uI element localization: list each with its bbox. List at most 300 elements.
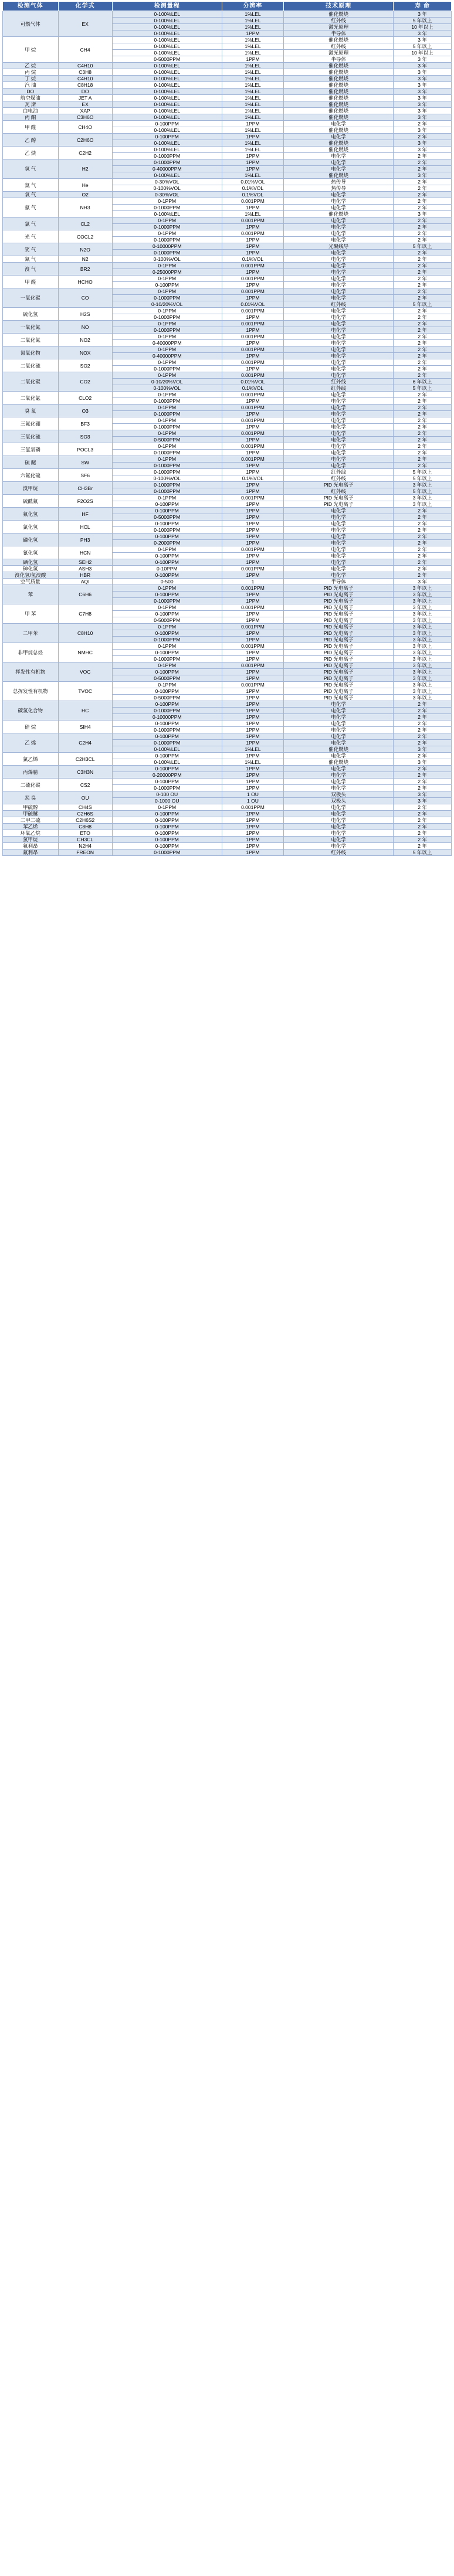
cell-detection-range: 0-5000PPM: [112, 514, 222, 521]
cell-technology: 红外线: [284, 849, 394, 856]
cell-detection-range: 0-1000PPM: [112, 295, 222, 301]
cell-technology: 电化学: [284, 192, 394, 198]
cell-technology: 光聚线导: [284, 243, 394, 250]
cell-detection-range: 0-1000PPM: [112, 424, 222, 430]
cell-chemical-formula: CL2: [58, 218, 112, 230]
table-row: [3, 243, 452, 250]
cell-technology: 电化学: [284, 785, 394, 791]
cell-life: 3 年: [394, 89, 452, 95]
cell-gas-name: 甲硫醇: [3, 804, 59, 811]
cell-chemical-formula: C3H6O: [58, 114, 112, 121]
column-header-gas: 检测气体: [3, 2, 59, 11]
cell-resolution: 0.001PPM: [222, 263, 284, 269]
cell-chemical-formula: O2: [58, 192, 112, 198]
table-row: [3, 392, 452, 398]
cell-technology: PID 光电离子: [284, 637, 394, 643]
cell-detection-range: 0-100%LEL: [112, 18, 222, 24]
cell-technology: 催化燃烧: [284, 89, 394, 95]
cell-technology: 电化学: [284, 766, 394, 772]
cell-detection-range: 0-1000PPM: [112, 469, 222, 475]
cell-technology: 电化学: [284, 263, 394, 269]
cell-chemical-formula: HCHO: [58, 276, 112, 288]
cell-resolution: 1PPM: [222, 837, 284, 843]
cell-chemical-formula: N2H4: [58, 843, 112, 849]
cell-gas-name: 瓦 斯: [3, 101, 59, 108]
table-row: [3, 263, 452, 269]
cell-technology: 电化学: [284, 392, 394, 398]
cell-technology: 电化学: [284, 205, 394, 211]
cell-detection-range: 0-1000PPM: [112, 153, 222, 159]
cell-technology: 电化学: [284, 134, 394, 140]
cell-technology: PID 光电离子: [284, 650, 394, 656]
cell-resolution: 1PPM: [222, 708, 284, 714]
cell-life: 10 年以上: [394, 24, 452, 30]
cell-resolution: 1PPM: [222, 521, 284, 527]
cell-detection-range: 0-1PPM: [112, 321, 222, 327]
cell-resolution: 1PPM: [222, 314, 284, 321]
cell-life: 2 年: [394, 185, 452, 192]
cell-detection-range: 0-100PPM: [112, 843, 222, 849]
cell-chemical-formula: C3H3N: [58, 766, 112, 779]
cell-life: 3 年以上: [394, 656, 452, 662]
cell-resolution: 0.001PPM: [222, 417, 284, 424]
cell-life: 2 年: [394, 269, 452, 276]
cell-life: 2 年: [394, 250, 452, 256]
cell-gas-name: 空气质量: [3, 579, 59, 585]
cell-gas-name: 氟化氢: [3, 508, 59, 521]
cell-technology: 电化学: [284, 359, 394, 366]
cell-detection-range: 0-100%LEL: [112, 147, 222, 153]
cell-technology: 电化学: [284, 740, 394, 746]
cell-resolution: 1PPM: [222, 327, 284, 334]
cell-gas-name: 硫酰氟: [3, 495, 59, 508]
cell-chemical-formula: DO: [58, 89, 112, 95]
cell-life: 2 年: [394, 359, 452, 366]
cell-resolution: 1%LEL: [222, 24, 284, 30]
cell-life: 3 年以上: [394, 688, 452, 695]
cell-life: 2 年: [394, 740, 452, 746]
cell-gas-name: 臭 氧: [3, 405, 59, 417]
cell-gas-name: 非甲烷总烃: [3, 643, 59, 662]
cell-detection-range: 0-1PPM: [112, 546, 222, 553]
cell-life: 3 年: [394, 172, 452, 179]
cell-chemical-formula: XAP: [58, 108, 112, 114]
cell-gas-name: 砷化氢: [3, 566, 59, 572]
cell-detection-range: 0-100%LEL: [112, 101, 222, 108]
cell-chemical-formula: VOC: [58, 662, 112, 682]
cell-resolution: 1%LEL: [222, 11, 284, 18]
table-row: [3, 791, 452, 798]
cell-gas-name: 苯乙烯: [3, 824, 59, 830]
column-header-life: 寿 命: [394, 2, 452, 11]
cell-resolution: 1%LEL: [222, 18, 284, 24]
cell-detection-range: 0-100PPM: [112, 824, 222, 830]
cell-resolution: 1%LEL: [222, 147, 284, 153]
cell-life: 2 年: [394, 353, 452, 359]
cell-detection-range: 0-100%LEL: [112, 30, 222, 37]
cell-detection-range: 0-1PPM: [112, 604, 222, 611]
cell-resolution: 1PPM: [222, 701, 284, 708]
cell-technology: 催化燃烧: [284, 37, 394, 43]
table-row: [3, 288, 452, 295]
cell-detection-range: 0-100%LEL: [112, 76, 222, 82]
table-row: [3, 76, 452, 82]
cell-life: 5 年以上: [394, 475, 452, 482]
cell-technology: PID 光电离子: [284, 662, 394, 669]
table-row: [3, 256, 452, 263]
cell-resolution: 1PPM: [222, 295, 284, 301]
cell-detection-range: 0-100%LEL: [112, 11, 222, 18]
cell-life: 3 年: [394, 791, 452, 798]
cell-life: 2 年: [394, 727, 452, 733]
cell-detection-range: 0-1000PPM: [112, 250, 222, 256]
cell-gas-name: 氟利昂: [3, 849, 59, 856]
cell-gas-name: 氯甲烷: [3, 837, 59, 843]
cell-chemical-formula: CS2: [58, 779, 112, 791]
cell-life: 2 年: [394, 721, 452, 727]
cell-life: 3 年以上: [394, 637, 452, 643]
cell-detection-range: 0-1PPM: [112, 804, 222, 811]
cell-detection-range: 0-1000PPM: [112, 488, 222, 495]
cell-resolution: 1PPM: [222, 824, 284, 830]
cell-resolution: 1PPM: [222, 224, 284, 230]
cell-technology: 电化学: [284, 340, 394, 346]
cell-life: 3 年以上: [394, 669, 452, 675]
cell-technology: 电化学: [284, 837, 394, 843]
cell-resolution: 0.001PPM: [222, 308, 284, 314]
table-row: [3, 559, 452, 566]
cell-chemical-formula: C2H6S2: [58, 817, 112, 824]
cell-technology: PID 光电离子: [284, 501, 394, 508]
cell-detection-range: 0-10000PPM: [112, 243, 222, 250]
cell-resolution: 1PPM: [222, 353, 284, 359]
cell-resolution: 1PPM: [222, 527, 284, 533]
cell-life: 2 年: [394, 230, 452, 237]
cell-gas-name: 二氧化氮: [3, 334, 59, 346]
cell-gas-name: 丙 酮: [3, 114, 59, 121]
cell-technology: 电化学: [284, 224, 394, 230]
table-body: [3, 11, 452, 856]
cell-resolution: 1PPM: [222, 572, 284, 579]
cell-technology: 电化学: [284, 450, 394, 456]
cell-detection-range: 0-1PPM: [112, 643, 222, 650]
cell-resolution: 1PPM: [222, 779, 284, 785]
cell-detection-range: 0-100%VOL: [112, 185, 222, 192]
cell-technology: 电化学: [284, 218, 394, 224]
cell-life: 2 年: [394, 733, 452, 740]
cell-chemical-formula: SO2: [58, 359, 112, 372]
cell-life: 2 年: [394, 843, 452, 849]
cell-resolution: 1PPM: [222, 282, 284, 288]
cell-gas-name: 三氧化硫: [3, 430, 59, 443]
cell-life: 3 年以上: [394, 650, 452, 656]
cell-chemical-formula: CO: [58, 288, 112, 308]
cell-detection-range: 0-1PPM: [112, 230, 222, 237]
cell-technology: 电化学: [284, 540, 394, 546]
cell-life: 2 年: [394, 179, 452, 185]
cell-life: 3 年: [394, 798, 452, 804]
cell-life: 2 年: [394, 830, 452, 837]
cell-life: 2 年: [394, 766, 452, 772]
cell-technology: 电化学: [284, 372, 394, 379]
cell-technology: 电化学: [284, 237, 394, 243]
cell-life: 2 年: [394, 256, 452, 263]
cell-detection-range: 0-100%LEL: [112, 759, 222, 766]
cell-detection-range: 0-40000PPM: [112, 353, 222, 359]
cell-life: 3 年: [394, 759, 452, 766]
cell-chemical-formula: CH3CL: [58, 837, 112, 843]
cell-life: 2 年: [394, 411, 452, 417]
table-row: [3, 308, 452, 314]
cell-resolution: 1%LEL: [222, 43, 284, 50]
cell-resolution: 1PPM: [222, 243, 284, 250]
cell-detection-range: 0-1000PPM: [112, 366, 222, 372]
cell-technology: 电化学: [284, 353, 394, 359]
cell-life: 2 年: [394, 785, 452, 791]
cell-life: 2 年: [394, 443, 452, 450]
cell-life: 2 年: [394, 566, 452, 572]
cell-technology: 电化学: [284, 366, 394, 372]
cell-gas-name: 氦 气: [3, 179, 59, 192]
cell-resolution: 0.001PPM: [222, 230, 284, 237]
cell-technology: 电化学: [284, 824, 394, 830]
cell-life: 3 年以上: [394, 501, 452, 508]
cell-resolution: 1PPM: [222, 237, 284, 243]
cell-life: 2 年: [394, 463, 452, 469]
cell-life: 2 年: [394, 405, 452, 411]
cell-life: 3 年: [394, 37, 452, 43]
cell-resolution: 0.001PPM: [222, 392, 284, 398]
cell-detection-range: 0-40000PPM: [112, 166, 222, 172]
cell-detection-range: 0-100%VOL: [112, 475, 222, 482]
cell-resolution: 1PPM: [222, 811, 284, 817]
cell-life: 2 年: [394, 772, 452, 779]
cell-technology: 电化学: [284, 443, 394, 450]
cell-life: 2 年: [394, 430, 452, 437]
cell-gas-name: 总挥发性有机物: [3, 682, 59, 701]
cell-resolution: 1PPM: [222, 166, 284, 172]
cell-detection-range: 0-100PPM: [112, 592, 222, 598]
cell-life: 2 年: [394, 192, 452, 198]
cell-life: 5 年以上: [394, 301, 452, 308]
cell-detection-range: 0-5000PPM: [112, 56, 222, 63]
cell-life: 3 年以上: [394, 598, 452, 604]
cell-detection-range: 0-1PPM: [112, 288, 222, 295]
cell-technology: 催化燃烧: [284, 69, 394, 76]
cell-gas-name: 一氧化氮: [3, 321, 59, 334]
cell-resolution: 1%LEL: [222, 63, 284, 69]
cell-life: 2 年: [394, 572, 452, 579]
cell-life: 2 年: [394, 198, 452, 205]
cell-resolution: 1PPM: [222, 617, 284, 624]
cell-detection-range: 0-100%LEL: [112, 211, 222, 218]
cell-detection-range: 0-100PPM: [112, 121, 222, 127]
cell-technology: 电化学: [284, 121, 394, 127]
cell-chemical-formula: F2O2S: [58, 495, 112, 508]
cell-life: 3 年: [394, 147, 452, 153]
cell-resolution: 1PPM: [222, 650, 284, 656]
cell-technology: 催化燃烧: [284, 63, 394, 69]
cell-life: 2 年: [394, 701, 452, 708]
table-row: [3, 843, 452, 849]
cell-resolution: 0.001PPM: [222, 643, 284, 650]
table-row: [3, 546, 452, 553]
cell-technology: 催化燃烧: [284, 114, 394, 121]
cell-life: 3 年以上: [394, 604, 452, 611]
cell-technology: 催化燃烧: [284, 759, 394, 766]
cell-resolution: 0.001PPM: [222, 334, 284, 340]
cell-resolution: 1%LEL: [222, 114, 284, 121]
cell-resolution: 0.001PPM: [222, 804, 284, 811]
cell-gas-name: 恶 臭: [3, 791, 59, 804]
table-row: [3, 830, 452, 837]
cell-gas-name: 氟利昂: [3, 843, 59, 849]
table-row: [3, 101, 452, 108]
cell-chemical-formula: POCL3: [58, 443, 112, 456]
cell-life: 2 年: [394, 288, 452, 295]
cell-life: 3 年以上: [394, 495, 452, 501]
cell-detection-range: 0-500: [112, 579, 222, 585]
cell-technology: PID 光电离子: [284, 643, 394, 650]
cell-resolution: 1%LEL: [222, 759, 284, 766]
cell-resolution: 1%LEL: [222, 89, 284, 95]
cell-life: 3 年: [394, 127, 452, 134]
cell-resolution: 1PPM: [222, 424, 284, 430]
cell-detection-range: 0-1PPM: [112, 430, 222, 437]
cell-resolution: 0.001PPM: [222, 218, 284, 224]
cell-resolution: 0.1%VOL: [222, 256, 284, 263]
cell-resolution: 1PPM: [222, 366, 284, 372]
table-row: [3, 817, 452, 824]
cell-technology: PID 光电离子: [284, 675, 394, 682]
cell-technology: 电化学: [284, 269, 394, 276]
cell-technology: 电化学: [284, 430, 394, 437]
cell-resolution: 0.1%VOL: [222, 185, 284, 192]
cell-gas-name: 二甲苯: [3, 624, 59, 643]
table-row: [3, 766, 452, 772]
cell-chemical-formula: HCL: [58, 521, 112, 533]
cell-resolution: 1PPM: [222, 688, 284, 695]
cell-life: 5 年以上: [394, 243, 452, 250]
cell-resolution: 1PPM: [222, 721, 284, 727]
table-row: [3, 701, 452, 708]
table-row: [3, 643, 452, 650]
table-row: [3, 443, 452, 450]
cell-detection-range: 0-100PPM: [112, 688, 222, 695]
table-header-row: [3, 2, 452, 11]
cell-life: 3 年: [394, 56, 452, 63]
cell-detection-range: 0-25000PPM: [112, 269, 222, 276]
cell-resolution: 1%LEL: [222, 37, 284, 43]
cell-gas-name: 一氧化碳: [3, 288, 59, 308]
cell-detection-range: 0-5000PPM: [112, 617, 222, 624]
cell-chemical-formula: JET A: [58, 95, 112, 101]
cell-gas-name: 硫化氢: [3, 308, 59, 321]
table-row: [3, 230, 452, 237]
cell-resolution: 1PPM: [222, 250, 284, 256]
cell-life: 2 年: [394, 166, 452, 172]
cell-detection-range: 0-100PPM: [112, 817, 222, 824]
table-row: [3, 108, 452, 114]
cell-detection-range: 0-100PPM: [112, 553, 222, 559]
cell-detection-range: 0-100%LEL: [112, 69, 222, 76]
cell-technology: 双极头: [284, 798, 394, 804]
cell-resolution: 1PPM: [222, 669, 284, 675]
cell-chemical-formula: NMHC: [58, 643, 112, 662]
cell-detection-range: 0-1000PPM: [112, 727, 222, 733]
cell-life: 2 年: [394, 553, 452, 559]
cell-life: 5 年以上: [394, 849, 452, 856]
cell-life: 2 年: [394, 817, 452, 824]
table-row: [3, 218, 452, 224]
cell-life: 2 年: [394, 417, 452, 424]
cell-resolution: 1PPM: [222, 411, 284, 417]
cell-technology: 电化学: [284, 546, 394, 553]
table-row: [3, 82, 452, 89]
cell-gas-name: 笑 气: [3, 243, 59, 256]
cell-technology: 红外线: [284, 385, 394, 392]
cell-technology: 电化学: [284, 572, 394, 579]
cell-chemical-formula: SO3: [58, 430, 112, 443]
cell-gas-name: 丁 烷: [3, 76, 59, 82]
cell-resolution: 1PPM: [222, 56, 284, 63]
cell-resolution: 0.001PPM: [222, 624, 284, 630]
cell-life: 5 年以上: [394, 43, 452, 50]
cell-technology: 电化学: [284, 708, 394, 714]
cell-technology: 电化学: [284, 804, 394, 811]
cell-technology: 电化学: [284, 830, 394, 837]
cell-life: 3 年: [394, 76, 452, 82]
table-row: [3, 405, 452, 411]
cell-resolution: 1PPM: [222, 463, 284, 469]
cell-resolution: 0.001PPM: [222, 405, 284, 411]
cell-technology: PID 光电离子: [284, 617, 394, 624]
cell-resolution: 1PPM: [222, 598, 284, 604]
cell-detection-range: 0-100PPM: [112, 559, 222, 566]
cell-chemical-formula: BF3: [58, 417, 112, 430]
cell-resolution: 0.001PPM: [222, 604, 284, 611]
cell-life: 3 年以上: [394, 482, 452, 488]
cell-technology: 电化学: [284, 553, 394, 559]
cell-life: 3 年以上: [394, 617, 452, 624]
cell-technology: 电化学: [284, 714, 394, 721]
table-row: [3, 533, 452, 540]
cell-detection-range: 0-100%LEL: [112, 114, 222, 121]
cell-life: 2 年: [394, 366, 452, 372]
cell-resolution: 1PPM: [222, 766, 284, 772]
cell-detection-range: 0-100PPM: [112, 134, 222, 140]
cell-detection-range: 0-100PPM: [112, 811, 222, 817]
cell-technology: 电化学: [284, 559, 394, 566]
table-row: [3, 456, 452, 463]
cell-resolution: 1PPM: [222, 772, 284, 779]
cell-technology: 电化学: [284, 566, 394, 572]
cell-chemical-formula: SW: [58, 456, 112, 469]
cell-gas-name: 乙 烷: [3, 63, 59, 69]
cell-resolution: 1PPM: [222, 740, 284, 746]
cell-detection-range: 0-100%LEL: [112, 95, 222, 101]
cell-technology: 激光原理: [284, 50, 394, 56]
cell-chemical-formula: C4H10: [58, 76, 112, 82]
cell-detection-range: 0-10000PPM: [112, 714, 222, 721]
cell-life: 2 年: [394, 527, 452, 533]
cell-technology: PID 光电离子: [284, 695, 394, 701]
cell-detection-range: 0-5000PPM: [112, 695, 222, 701]
cell-gas-name: 氮 气: [3, 256, 59, 263]
cell-resolution: 0.001PPM: [222, 495, 284, 501]
cell-gas-name: 六氟化硫: [3, 469, 59, 482]
cell-resolution: 1PPM: [222, 205, 284, 211]
